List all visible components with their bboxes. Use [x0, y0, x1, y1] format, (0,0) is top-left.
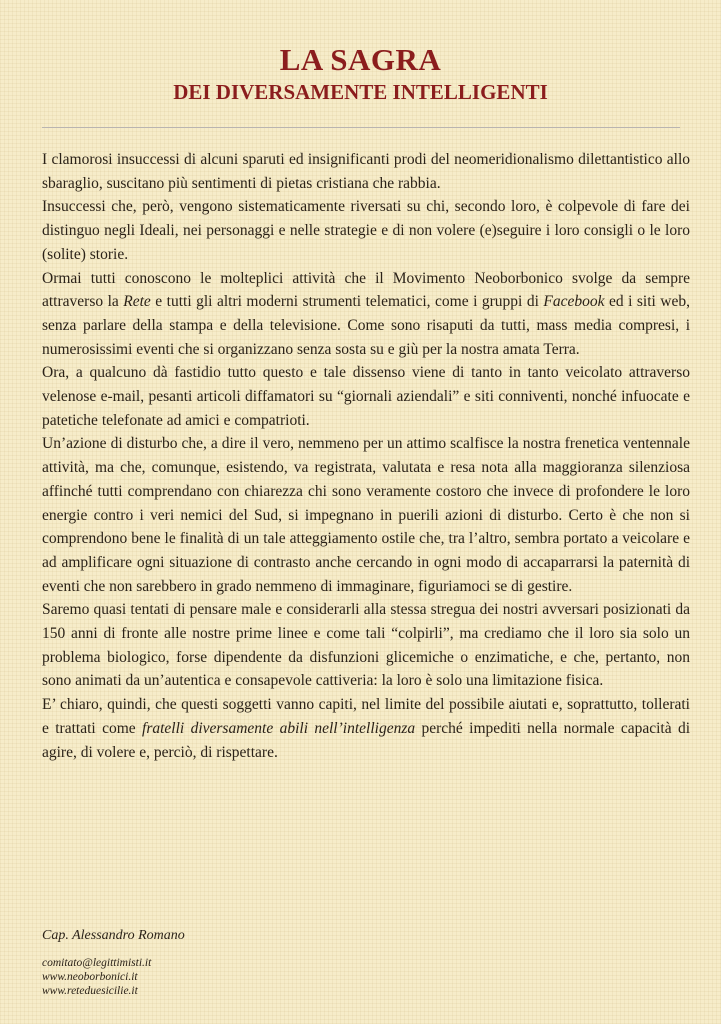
paragraph-7-text-c: perché impediti nella normale capacità di agire, di volere e, perciò, di rispettare. [42, 719, 691, 761]
contact-email: comitato@legittimisti.it [42, 957, 152, 969]
contact-website-reteduesicilie: www.reteduesicilie.it [42, 985, 138, 997]
page-subtitle: DEI DIVERSAMENTE INTELLIGENTI [173, 80, 548, 104]
paragraph-3 [42, 267, 690, 362]
contact-website-neoborbonici: www.neoborbonici.it [42, 971, 138, 983]
paragraph-7-text-a: E’ chiaro, quindi, che questi soggetti vanno capiti, nel limite del possibile aiutati e, soprattutto, tollerati e trattati come [42, 696, 690, 737]
paragraph-1: I clamorosi insuccessi di alcuni sparuti ed insignificanti prodi del neomeridionalismo dilettantistico allo sbaraglio, suscitano più sentimenti di pietas cristiana che rabbia. [42, 151, 690, 192]
contact-list [42, 956, 151, 998]
paragraph-3-text-a: Ormai tutti conoscono le molteplici attività che il Movimento Neoborbonico svolge da sempre attraverso la [42, 269, 690, 311]
rete-emphasis: Rete [123, 293, 151, 311]
paragraph-6: Saremo quasi tentati di pensare male e considerarli alla stessa stregua dei nostri avversari posizionati da 150 anni di fronte alle nostre prime linee e come tali “colpirli”, ma crediamo che il loro sia solo un problema biologico, forse dipendente da disfunzioni glicemiche o enzimatiche, e che, pertanto, non sono animati da un’autentica e consapevole cattiveria: la loro è solo una limitazione fisica. [42, 601, 690, 690]
divider [42, 127, 680, 128]
facebook-emphasis: Facebook [543, 293, 605, 311]
paragraph-3-text-c: e tutti gli altri moderni strumenti telematici, come i gruppi di [150, 293, 544, 311]
paragraph-4: Ora, a qualcuno dà fastidio tutto questo e tale dissenso viene di tanto in tanto veicolato attraverso velenose e-mail, pesanti articoli diffamatori su “giornali aziendali” e siti conniventi, nonché infuocate e patetiche telefonate ad amici e compatrioti. [42, 364, 690, 429]
paragraph-7 [42, 693, 690, 764]
fratelli-emphasis: fratelli diversamente abili nell’intelligenza [142, 719, 416, 737]
paragraph-5: Un’azione di disturbo che, a dire il vero, nemmeno per un attimo scalfisce la nostra frenetica ventennale attività, ma che, comunque, esistendo, va registrata, valutata e resa nota alla maggioranza silenziosa affinché tutti comprendano con chiarezza chi sono veramente costoro che invece di profondere le loro energie contro i veri nemici del Sud, si impegnano in puerili azioni di disturbo. Certo è che non si comprendono bene le finalità di un tale atteggiamento ostile che, tra l’altro, sembra portato a veicolare e ad amplificare ogni situazione di contrasto anche cercando in ogni modo di accaparrarsi la paternità di eventi che non sarebbero in grado nemmeno di immaginare, figuriamoci se di gestire. [42, 435, 690, 595]
paragraph-2: Insuccessi che, però, vengono sistematicamente riversati su chi, secondo loro, è colpevole di fare dei distinguo negli Ideali, nei personaggi e nelle strategie e di non volere (e)seguire i loro consigli o le loro (solite) storie. [42, 198, 690, 263]
signature: Cap. Alessandro Romano [42, 928, 185, 943]
paragraph-3-text-e: ed i siti web, senza parlare della stampa e della televisione. Come sono risaputi da tutti, mass media compresi, i numerosissimi eventi che si organizzano senza sosta su e giù per la nostra amata Terra. [42, 293, 691, 358]
article-body [42, 148, 690, 764]
page-title: LA SAGRA [279, 42, 442, 77]
